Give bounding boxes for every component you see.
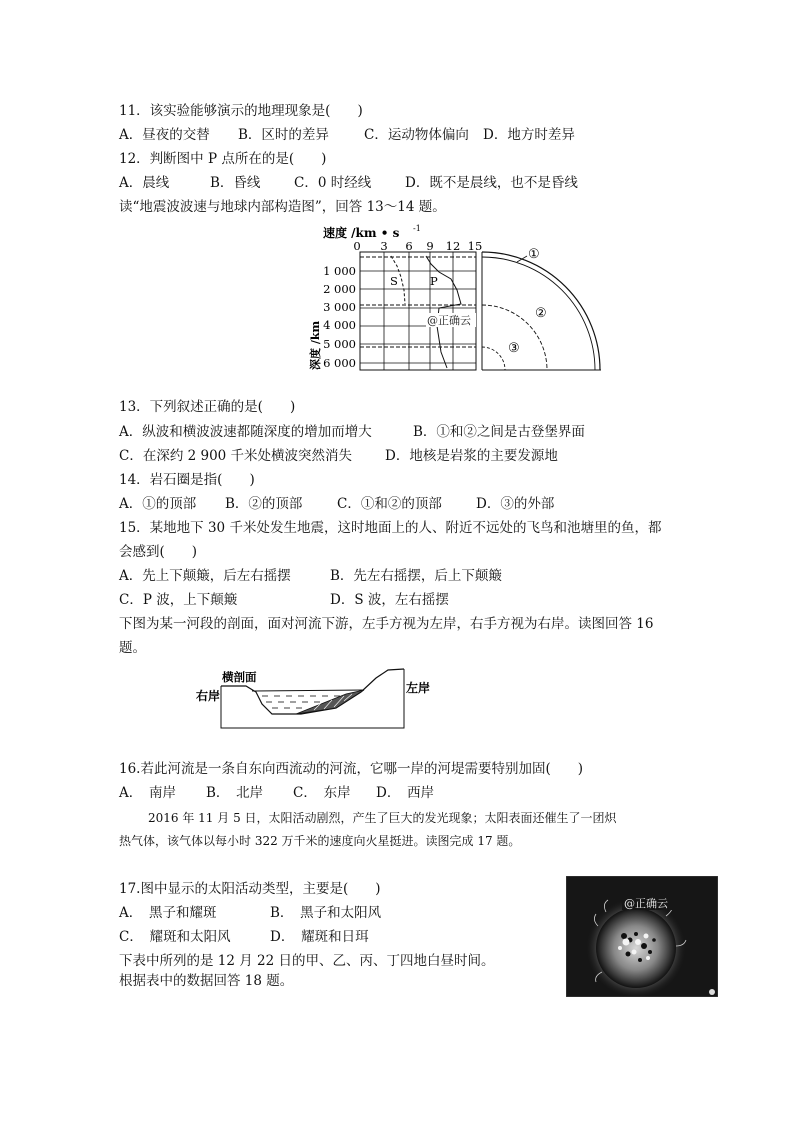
y-tick: 3 000: [323, 300, 356, 314]
intro-16-line2: 题。: [119, 640, 146, 656]
passage-17-line1: 2016 年 11 月 5 日，太阳活动剧烈，产生了巨大的发光现象；太阳表面还催生了一团炽: [148, 811, 617, 825]
q17-stem: 17.图中显示的太阳活动类型，主要是( ): [119, 881, 381, 897]
q12-option-b: B．昏线: [210, 175, 261, 191]
q11-option-a: A．昼夜的交替: [119, 127, 210, 143]
intro-16-line1: 下图为某一河段的剖面，面对河流下游，左手方视为左岸，右手方视为右岸。读图回答 16: [119, 616, 654, 632]
q12-stem: 12．判断图中 P 点所在的是( ): [119, 151, 327, 167]
q14-stem: 14．岩石圈是指( ): [119, 472, 255, 488]
q17-option-b: B． 黑子和太阳风: [270, 905, 382, 921]
x-tick: 6: [405, 239, 413, 253]
x-tick: 0: [353, 239, 361, 253]
x-tick: 3: [380, 239, 388, 253]
y-tick: 5 000: [323, 337, 356, 351]
layer-3-marker: ③: [508, 341, 520, 356]
speed-axis-label: 速度 /km • s: [323, 226, 400, 240]
y-tick: 6 000: [323, 356, 356, 370]
solar-activity-image: [566, 876, 718, 997]
x-tick: 12: [445, 239, 461, 253]
p-wave-curve: [426, 256, 461, 368]
watermark: @正确云: [624, 897, 668, 910]
q17-option-a: A． 黑子和耀斑: [119, 905, 217, 921]
q17-option-c: C． 耀斑和太阳风: [119, 929, 231, 945]
q12-option-c: C．0 时经线: [294, 175, 372, 191]
y-tick: 2 000: [323, 282, 356, 296]
y-tick: 1 000: [323, 264, 356, 278]
q12-option-a: A．晨线: [119, 175, 170, 191]
intro-18-line1: 下表中所列的是 12 月 22 日的甲、乙、丙、丁四地白昼时间。: [119, 953, 495, 969]
q15-option-c: C．P 波，上下颠簸: [119, 592, 238, 608]
q16-option-b: B． 北岸: [206, 785, 264, 801]
q13-stem: 13．下列叙述正确的是( ): [119, 399, 296, 415]
q15-option-a: A．先上下颠簸，后左右摇摆: [119, 568, 291, 584]
q14-option-a: A．①的顶部: [119, 496, 197, 512]
q16-stem: 16.若此河流是一条自东向西流动的河流，它哪一岸的河堤需要特别加固( ): [119, 761, 584, 777]
q13-option-b: B．①和②之间是古登堡界面: [413, 424, 585, 440]
q17-option-d: D． 耀斑和日珥: [270, 929, 369, 945]
q11-stem: 11．该实验能够演示的地理现象是( ): [119, 103, 363, 119]
x-tick: 9: [426, 239, 434, 253]
passage-17-line2: 热气体，该气体以每小时 322 万千米的速度向火星挺进。读图完成 17 题。: [119, 834, 521, 848]
left-bank-label: 左岸: [406, 681, 431, 695]
layer-1-marker: ①: [528, 247, 540, 262]
q15-option-d: D．S 波，左右摇摆: [330, 592, 449, 608]
q11-option-d: D．地方时差异: [483, 127, 575, 143]
cross-section-title: 横剖面: [222, 670, 257, 684]
intro-13-14: 读“地震波波速与地球内部构造图”，回答 13～14 题。: [119, 199, 446, 215]
q16-option-c: C． 东岸: [293, 785, 351, 801]
depth-axis-label: 深度 /km: [309, 320, 322, 370]
speed-unit-exponent: -1: [413, 224, 421, 233]
river-cross-section-figure: [196, 664, 436, 734]
q16-option-a: A． 南岸: [119, 785, 176, 801]
layer-2-marker: ②: [535, 306, 547, 321]
q13-option-c: C．在深约 2 900 千米处横波突然消失: [119, 448, 353, 464]
x-tick: 15: [467, 239, 483, 253]
q11-option-b: B．区时的差异: [238, 127, 329, 143]
q14-option-d: D．③的外部: [476, 496, 555, 512]
q13-option-a: A．纵波和横波波速都随深度的增加而增大: [119, 424, 372, 440]
q11-option-c: C．运动物体偏向: [364, 127, 469, 143]
p-wave-label: P: [430, 274, 438, 288]
q14-option-c: C．①和②的顶部: [337, 496, 442, 512]
seismic-wave-figure: [305, 222, 605, 372]
q15-option-b: B．先左右摇摆，后上下颠簸: [330, 568, 502, 584]
q13-option-d: D．地核是岩浆的主要发源地: [385, 448, 558, 464]
q12-option-d: D．既不是晨线，也不是昏线: [405, 175, 578, 191]
q14-option-b: B．②的顶部: [225, 496, 303, 512]
right-bank-label: 右岸: [196, 689, 221, 703]
q16-option-d: D． 西岸: [376, 785, 435, 801]
watermark: @正确云: [427, 314, 471, 327]
intro-18-line2: 根据表中的数据回答 18 题。: [119, 973, 294, 989]
s-wave-label: S: [390, 274, 398, 288]
y-tick: 4 000: [323, 318, 356, 332]
q15-stem-cont: 会感到( ): [119, 544, 198, 560]
q15-stem: 15．某地地下 30 千米处发生地震，这时地面上的人、附近不远处的飞鸟和池塘里的鱼，都: [119, 520, 662, 536]
